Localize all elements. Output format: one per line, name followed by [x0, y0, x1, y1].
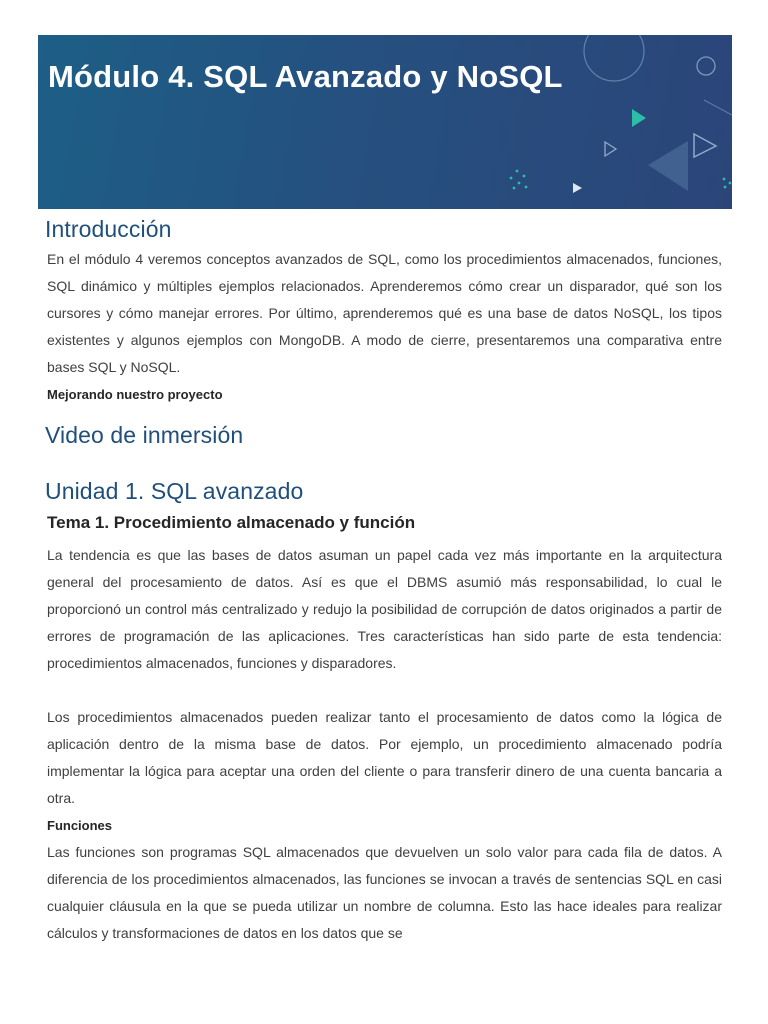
- paragraph-gap: [47, 677, 722, 704]
- circle-outline-icon: [584, 35, 644, 81]
- triangle-icon: [648, 141, 688, 191]
- topic-paragraph-1: La tendencia es que las bases de datos asuman un papel cada vez más importante en la arquitectura general del procesamiento de datos. Así es que el DBMS asumió más responsabilidad, lo cual le proporcionó un control más centralizado y redujo la posibilidad de corrupción de datos originados a partir de errores de programación de las aplicaciones. Tres características han sido parte de esta tendencia: procedimientos almacenados, funciones y disparadores.: [47, 547, 722, 671]
- diagonal-line: [704, 100, 732, 115]
- functions-label: Funciones: [47, 818, 113, 833]
- triangle-icon: [605, 142, 616, 156]
- triangle-icon: [694, 134, 716, 157]
- section-heading-video: Video de inmersión: [45, 422, 244, 448]
- topic-paragraph-2: Los procedimientos almacenados pueden realizar tanto el procesamiento de datos como la lógica de aplicación dentro de la misma base de datos. Por ejemplo, un procedimiento almacenado podría implementar la lógica para aceptar una orden del cliente o para transferir dinero de una cuenta bancaria a otra.: [47, 709, 722, 806]
- dots-icon: [723, 178, 732, 189]
- section-heading-introduction: Introducción: [45, 216, 172, 242]
- module-banner: [38, 35, 732, 209]
- section-heading-unit-1: Unidad 1. SQL avanzado: [45, 478, 304, 504]
- triangle-icon: [632, 109, 646, 127]
- topic-paragraph-3: Las funciones son programas SQL almacenados que devuelven un solo valor para cada fila de datos. A diferencia de los procedimientos almacenados, las funciones se invocan a través de sentencias SQL en casi cualquier cláusula en la que se pueda utilizar un nombre de columna. Esto las hace ideales para realizar cálculos y transformaciones de datos en los datos que se: [47, 844, 722, 941]
- intro-paragraph: En el módulo 4 veremos conceptos avanzados de SQL, como los procedimientos almacenados, funciones, SQL dinámico y múltiples ejemplos relacionados. Aprenderemos cómo crear un disparador, qué son los cursores y cómo manejar errores. Por último, aprenderemos qué es una base de datos NoSQL, los tipos existentes y algunos ejemplos con MongoDB. A modo de cierre, presentaremos una comparativa entre bases SQL y NoSQL.: [47, 251, 722, 375]
- dots-icon: [510, 170, 528, 190]
- circle-outline-icon: [697, 57, 715, 75]
- module-title: Módulo 4. SQL Avanzado y NoSQL: [48, 59, 563, 94]
- topic-heading-1: Tema 1. Procedimiento almacenado y función: [47, 513, 416, 532]
- triangle-icon: [573, 183, 582, 193]
- project-label: Mejorando nuestro proyecto: [47, 387, 223, 402]
- main-content: [47, 212, 722, 947]
